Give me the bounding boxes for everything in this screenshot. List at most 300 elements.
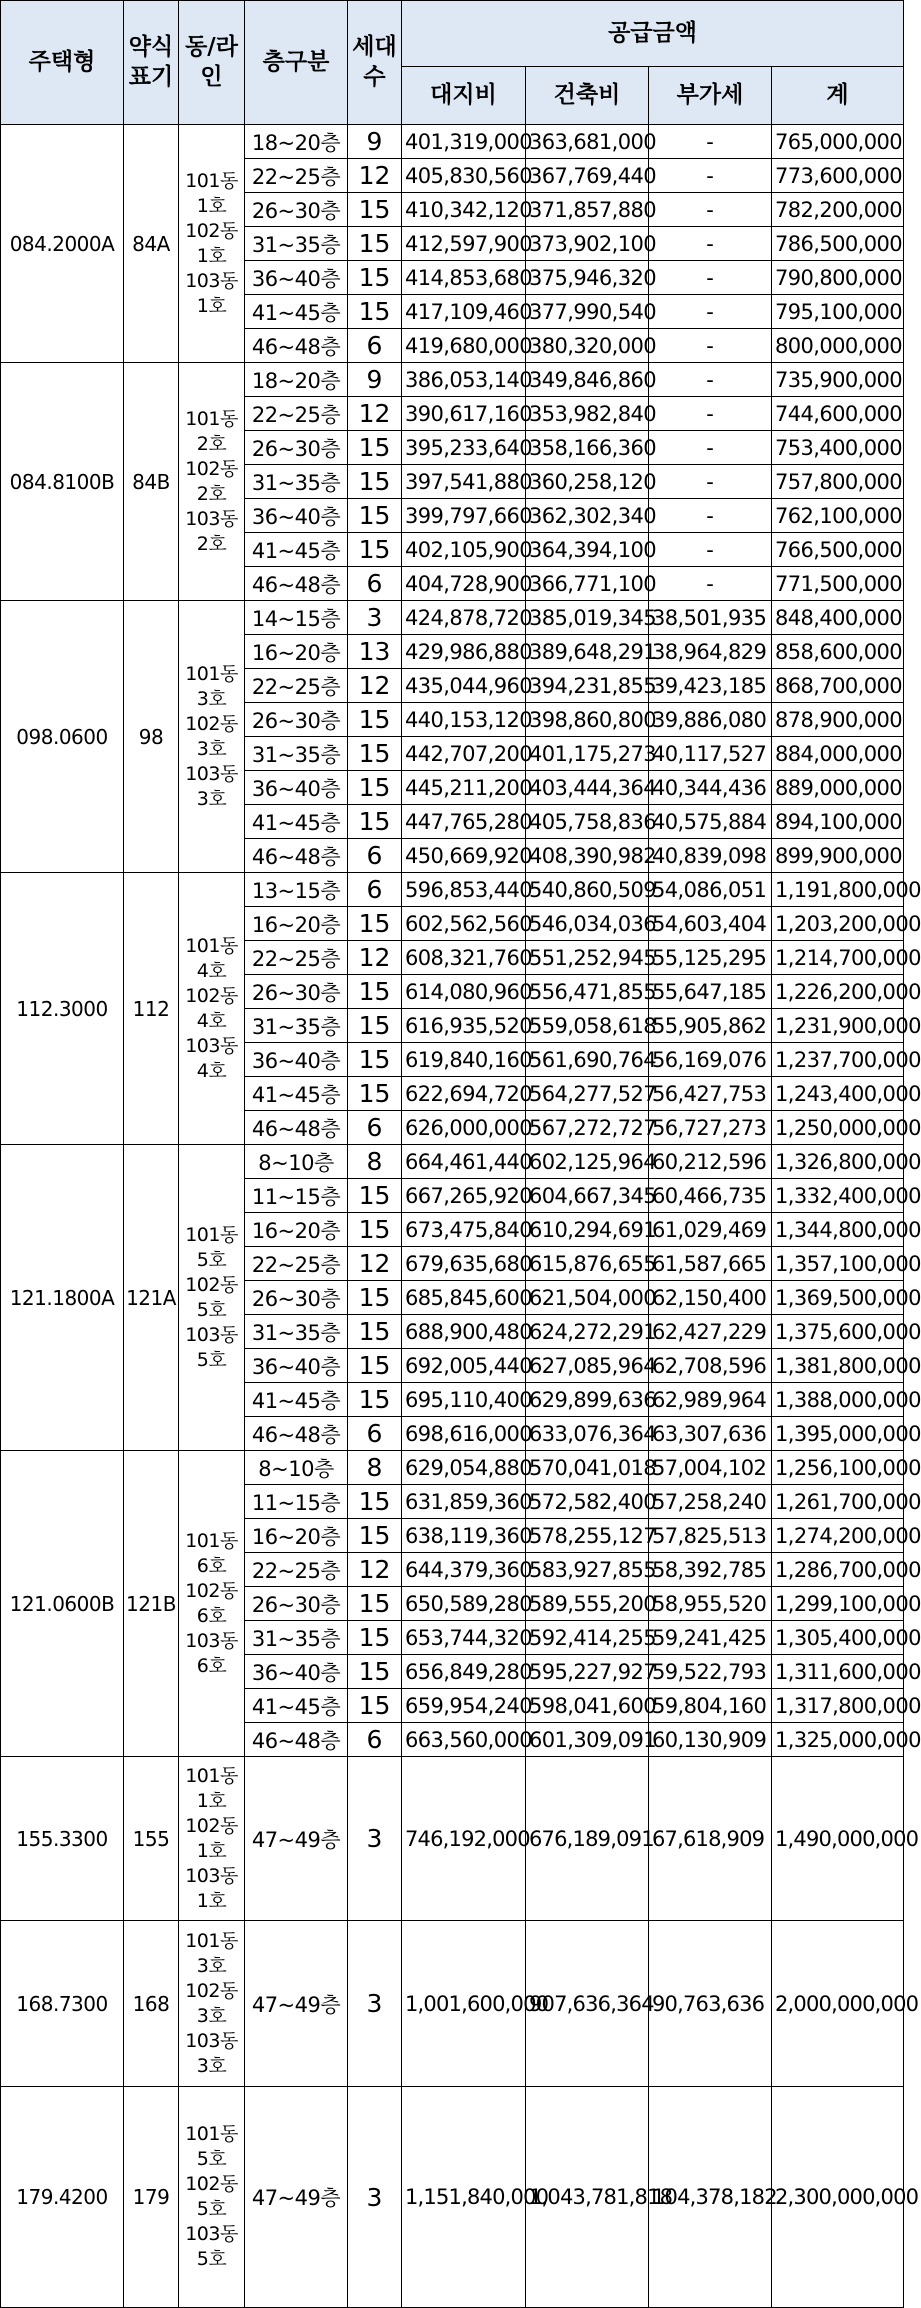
unit-count-cell: 15 (348, 1009, 402, 1043)
floor-range-cell: 41~45층 (245, 1689, 348, 1723)
total-price-cell: 795,100,000 (772, 295, 904, 329)
housing-type-cell: 112.3000 (1, 873, 124, 1145)
building-cost-cell: 353,982,840 (526, 397, 649, 431)
total-price-cell: 1,381,800,000 (772, 1349, 904, 1383)
unit-count-cell: 15 (348, 261, 402, 295)
building-cost-cell: 385,019,345 (526, 601, 649, 635)
total-price-cell: 1,317,800,000 (772, 1689, 904, 1723)
building-cost-cell: 592,414,255 (526, 1621, 649, 1655)
land-cost-cell: 395,233,640 (402, 431, 526, 465)
land-cost-cell: 419,680,000 (402, 329, 526, 363)
unit-count-cell: 15 (348, 771, 402, 805)
land-cost-cell: 688,900,480 (402, 1315, 526, 1349)
unit-line-cell (179, 1451, 245, 1757)
floor-range-cell: 36~40층 (245, 261, 348, 295)
land-cost-cell: 414,853,680 (402, 261, 526, 295)
unit-line-text: 101동 1호 102동 1호 103동 1호 (185, 1764, 238, 1912)
floor-range-cell: 41~45층 (245, 295, 348, 329)
unit-count-cell: 12 (348, 1247, 402, 1281)
total-price-cell: 889,000,000 (772, 771, 904, 805)
land-cost-cell: 673,475,840 (402, 1213, 526, 1247)
abbr-cell: 98 (124, 601, 179, 873)
land-cost-cell: 399,797,660 (402, 499, 526, 533)
land-cost-cell: 656,849,280 (402, 1655, 526, 1689)
floor-range-cell: 31~35층 (245, 227, 348, 261)
vat-cell: 57,825,513 (649, 1519, 772, 1553)
vat-cell: 40,575,884 (649, 805, 772, 839)
total-price-cell: 766,500,000 (772, 533, 904, 567)
unit-count-cell: 15 (348, 193, 402, 227)
vat-cell: 55,125,295 (649, 941, 772, 975)
unit-count-cell: 15 (348, 1315, 402, 1349)
housing-type-cell: 098.0600 (1, 601, 124, 873)
vat-cell: - (649, 431, 772, 465)
building-cost-cell: 583,927,855 (526, 1553, 649, 1587)
vat-cell: 39,423,185 (649, 669, 772, 703)
vat-cell: 60,466,735 (649, 1179, 772, 1213)
unit-line-cell (179, 601, 245, 873)
floor-range-cell: 46~48층 (245, 1723, 348, 1757)
vat-cell: 40,344,436 (649, 771, 772, 805)
building-cost-cell: 363,681,000 (526, 125, 649, 159)
unit-count-cell: 15 (348, 1179, 402, 1213)
building-cost-cell: 602,125,964 (526, 1145, 649, 1179)
building-cost-cell: 366,771,100 (526, 567, 649, 601)
floor-range-cell: 8~10층 (245, 1145, 348, 1179)
floor-range-cell: 47~49층 (245, 1921, 348, 2087)
total-price-cell: 773,600,000 (772, 159, 904, 193)
land-cost-cell: 644,379,360 (402, 1553, 526, 1587)
unit-count-cell: 6 (348, 1723, 402, 1757)
building-cost-cell: 1,043,781,818 (526, 2087, 649, 2308)
building-cost-cell: 624,272,291 (526, 1315, 649, 1349)
land-cost-cell: 608,321,760 (402, 941, 526, 975)
vat-cell: 59,804,160 (649, 1689, 772, 1723)
unit-count-cell: 15 (348, 805, 402, 839)
vat-cell: - (649, 125, 772, 159)
vat-cell: 63,307,636 (649, 1417, 772, 1451)
table-row (1, 1757, 904, 1921)
land-cost-cell: 402,105,900 (402, 533, 526, 567)
land-cost-cell: 445,211,200 (402, 771, 526, 805)
total-price-cell: 1,369,500,000 (772, 1281, 904, 1315)
unit-count-cell: 15 (348, 1043, 402, 1077)
table-row (1, 125, 904, 159)
building-cost-cell: 601,309,091 (526, 1723, 649, 1757)
col-header-build: 건축비 (526, 67, 649, 125)
unit-header-text: 동/라 인 (185, 33, 238, 90)
total-price-cell: 848,400,000 (772, 601, 904, 635)
floor-range-cell: 36~40층 (245, 1043, 348, 1077)
total-price-cell: 1,286,700,000 (772, 1553, 904, 1587)
land-cost-cell: 679,635,680 (402, 1247, 526, 1281)
vat-cell: - (649, 295, 772, 329)
building-cost-cell: 375,946,320 (526, 261, 649, 295)
unit-count-cell: 15 (348, 227, 402, 261)
total-price-cell: 1,261,700,000 (772, 1485, 904, 1519)
building-cost-cell: 380,320,000 (526, 329, 649, 363)
building-cost-cell: 377,990,540 (526, 295, 649, 329)
floor-range-cell: 16~20층 (245, 907, 348, 941)
floor-range-cell: 11~15층 (245, 1485, 348, 1519)
building-cost-cell: 589,555,200 (526, 1587, 649, 1621)
building-cost-cell: 604,667,345 (526, 1179, 649, 1213)
abbr-header-text: 약식 표기 (128, 33, 174, 90)
floor-range-cell: 26~30층 (245, 975, 348, 1009)
land-cost-cell: 435,044,960 (402, 669, 526, 703)
unit-count-cell: 3 (348, 601, 402, 635)
land-cost-cell: 410,342,120 (402, 193, 526, 227)
table-row (1, 1145, 904, 1179)
vat-cell: 58,392,785 (649, 1553, 772, 1587)
housing-type-cell: 084.8100B (1, 363, 124, 601)
building-cost-cell: 629,899,636 (526, 1383, 649, 1417)
building-cost-cell: 907,636,364 (526, 1921, 649, 2087)
unit-line-text: 101동 1호 102동 1호 103동 1호 (185, 169, 238, 317)
total-price-cell: 1,375,600,000 (772, 1315, 904, 1349)
vat-cell: 57,258,240 (649, 1485, 772, 1519)
col-header-total: 계 (772, 67, 904, 125)
land-cost-cell: 412,597,900 (402, 227, 526, 261)
floor-range-cell: 8~10층 (245, 1451, 348, 1485)
total-price-cell: 1,395,000,000 (772, 1417, 904, 1451)
building-cost-cell: 403,444,364 (526, 771, 649, 805)
total-price-cell: 1,203,200,000 (772, 907, 904, 941)
unit-count-cell: 6 (348, 329, 402, 363)
floor-range-cell: 31~35층 (245, 1315, 348, 1349)
vat-cell: 67,618,909 (649, 1757, 772, 1921)
col-header-count (348, 1, 402, 125)
floor-range-cell: 31~35층 (245, 465, 348, 499)
vat-cell: 60,212,596 (649, 1145, 772, 1179)
floor-range-cell: 22~25층 (245, 1553, 348, 1587)
vat-cell: 58,955,520 (649, 1587, 772, 1621)
unit-count-cell: 6 (348, 873, 402, 907)
building-cost-cell: 360,258,120 (526, 465, 649, 499)
vat-cell: 62,150,400 (649, 1281, 772, 1315)
total-price-cell: 1,231,900,000 (772, 1009, 904, 1043)
land-cost-cell: 664,461,440 (402, 1145, 526, 1179)
vat-cell: - (649, 227, 772, 261)
floor-range-cell: 13~15층 (245, 873, 348, 907)
building-cost-cell: 578,255,127 (526, 1519, 649, 1553)
building-cost-cell: 389,648,291 (526, 635, 649, 669)
unit-count-cell: 15 (348, 703, 402, 737)
vat-cell: 90,763,636 (649, 1921, 772, 2087)
unit-count-cell: 15 (348, 1383, 402, 1417)
total-price-cell: 1,243,400,000 (772, 1077, 904, 1111)
floor-range-cell: 16~20층 (245, 1213, 348, 1247)
building-cost-cell: 598,041,600 (526, 1689, 649, 1723)
unit-count-cell: 12 (348, 1553, 402, 1587)
total-price-cell: 1,357,100,000 (772, 1247, 904, 1281)
floor-range-cell: 16~20층 (245, 635, 348, 669)
col-header-abbr (124, 1, 179, 125)
unit-line-text: 101동 2호 102동 2호 103동 2호 (185, 407, 238, 555)
total-price-cell: 1,326,800,000 (772, 1145, 904, 1179)
total-price-cell: 753,400,000 (772, 431, 904, 465)
total-price-cell: 762,100,000 (772, 499, 904, 533)
floor-range-cell: 22~25층 (245, 941, 348, 975)
land-cost-cell: 614,080,960 (402, 975, 526, 1009)
table-row (1, 363, 904, 397)
vat-cell: - (649, 567, 772, 601)
land-cost-cell: 602,562,560 (402, 907, 526, 941)
floor-range-cell: 41~45층 (245, 1077, 348, 1111)
floor-range-cell: 26~30층 (245, 1587, 348, 1621)
building-cost-cell: 627,085,964 (526, 1349, 649, 1383)
unit-count-cell: 15 (348, 1655, 402, 1689)
unit-line-cell (179, 125, 245, 363)
unit-count-cell: 15 (348, 1077, 402, 1111)
vat-cell: 39,886,080 (649, 703, 772, 737)
building-cost-cell: 559,058,618 (526, 1009, 649, 1043)
total-price-cell: 2,300,000,000 (772, 2087, 904, 2308)
floor-range-cell: 22~25층 (245, 397, 348, 431)
col-header-supply: 공급금액 (402, 1, 904, 67)
floor-range-cell: 47~49층 (245, 1757, 348, 1921)
table-body (1, 125, 921, 2308)
unit-count-cell: 6 (348, 839, 402, 873)
vat-cell: 40,117,527 (649, 737, 772, 771)
unit-line-cell (179, 1921, 245, 2087)
land-cost-cell: 619,840,160 (402, 1043, 526, 1077)
total-price-cell: 1,274,200,000 (772, 1519, 904, 1553)
total-price-cell: 858,600,000 (772, 635, 904, 669)
total-price-cell: 1,332,400,000 (772, 1179, 904, 1213)
total-price-cell: 790,800,000 (772, 261, 904, 295)
building-cost-cell: 358,166,360 (526, 431, 649, 465)
floor-range-cell: 26~30층 (245, 703, 348, 737)
unit-line-text: 101동 3호 102동 3호 103동 3호 (185, 1929, 238, 2077)
vat-cell: - (649, 465, 772, 499)
total-price-cell: 1,250,000,000 (772, 1111, 904, 1145)
land-cost-cell: 397,541,880 (402, 465, 526, 499)
unit-count-cell: 15 (348, 465, 402, 499)
vat-cell: 59,241,425 (649, 1621, 772, 1655)
total-price-cell: 884,000,000 (772, 737, 904, 771)
vat-cell: 54,086,051 (649, 873, 772, 907)
total-price-cell: 2,000,000,000 (772, 1921, 904, 2087)
total-price-cell: 735,900,000 (772, 363, 904, 397)
floor-range-cell: 36~40층 (245, 1349, 348, 1383)
land-cost-cell: 631,859,360 (402, 1485, 526, 1519)
abbr-cell: 121B (124, 1451, 179, 1757)
vat-cell: 54,603,404 (649, 907, 772, 941)
vat-cell: 56,169,076 (649, 1043, 772, 1077)
building-cost-cell: 564,277,527 (526, 1077, 649, 1111)
unit-count-cell: 15 (348, 533, 402, 567)
unit-count-cell: 3 (348, 1757, 402, 1921)
floor-range-cell: 46~48층 (245, 567, 348, 601)
vat-cell: 56,427,753 (649, 1077, 772, 1111)
unit-line-cell (179, 1145, 245, 1451)
table-row (1, 2087, 904, 2308)
total-price-cell: 899,900,000 (772, 839, 904, 873)
unit-line-cell (179, 363, 245, 601)
col-header-type: 주택형 (1, 1, 124, 125)
vat-cell: - (649, 363, 772, 397)
building-cost-cell: 595,227,927 (526, 1655, 649, 1689)
unit-count-cell: 12 (348, 397, 402, 431)
unit-count-cell: 15 (348, 975, 402, 1009)
building-cost-cell: 572,582,400 (526, 1485, 649, 1519)
total-price-cell: 878,900,000 (772, 703, 904, 737)
building-cost-cell: 546,034,036 (526, 907, 649, 941)
unit-count-cell: 15 (348, 1485, 402, 1519)
land-cost-cell: 442,707,200 (402, 737, 526, 771)
floor-range-cell: 36~40층 (245, 1655, 348, 1689)
land-cost-cell: 616,935,520 (402, 1009, 526, 1043)
floor-range-cell: 18~20층 (245, 125, 348, 159)
vat-cell: 62,989,964 (649, 1383, 772, 1417)
total-price-cell: 1,325,000,000 (772, 1723, 904, 1757)
building-cost-cell: 367,769,440 (526, 159, 649, 193)
abbr-cell: 179 (124, 2087, 179, 2308)
vat-cell: - (649, 261, 772, 295)
floor-range-cell: 22~25층 (245, 1247, 348, 1281)
vat-cell: 38,964,829 (649, 635, 772, 669)
unit-count-cell: 6 (348, 1417, 402, 1451)
housing-type-cell: 121.0600B (1, 1451, 124, 1757)
land-cost-cell: 622,694,720 (402, 1077, 526, 1111)
unit-count-cell: 13 (348, 635, 402, 669)
building-cost-cell: 610,294,691 (526, 1213, 649, 1247)
unit-line-cell (179, 1757, 245, 1921)
unit-count-cell: 12 (348, 159, 402, 193)
floor-range-cell: 41~45층 (245, 1383, 348, 1417)
total-price-cell: 1,191,800,000 (772, 873, 904, 907)
unit-count-cell: 15 (348, 431, 402, 465)
table-row (1, 601, 904, 635)
land-cost-cell: 653,744,320 (402, 1621, 526, 1655)
col-header-land: 대지비 (402, 67, 526, 125)
floor-range-cell: 41~45층 (245, 805, 348, 839)
unit-count-cell: 6 (348, 1111, 402, 1145)
land-cost-cell: 417,109,460 (402, 295, 526, 329)
floor-range-cell: 31~35층 (245, 1009, 348, 1043)
total-price-cell: 1,344,800,000 (772, 1213, 904, 1247)
vat-cell: 61,587,665 (649, 1247, 772, 1281)
abbr-cell: 84A (124, 125, 179, 363)
vat-cell: 56,727,273 (649, 1111, 772, 1145)
building-cost-cell: 615,876,655 (526, 1247, 649, 1281)
unit-line-text: 101동 4호 102동 4호 103동 4호 (185, 934, 238, 1082)
unit-line-text: 101동 5호 102동 5호 103동 5호 (185, 2123, 238, 2270)
land-cost-cell: 746,192,000 (402, 1757, 526, 1921)
unit-count-cell: 6 (348, 567, 402, 601)
vat-cell: - (649, 193, 772, 227)
total-price-cell: 782,200,000 (772, 193, 904, 227)
total-price-cell: 771,500,000 (772, 567, 904, 601)
land-cost-cell: 629,054,880 (402, 1451, 526, 1485)
floor-range-cell: 31~35층 (245, 737, 348, 771)
floor-range-cell: 46~48층 (245, 329, 348, 363)
land-cost-cell: 692,005,440 (402, 1349, 526, 1383)
building-cost-cell: 540,860,509 (526, 873, 649, 907)
floor-range-cell: 22~25층 (245, 159, 348, 193)
unit-count-cell: 15 (348, 1213, 402, 1247)
land-cost-cell: 447,765,280 (402, 805, 526, 839)
floor-range-cell: 36~40층 (245, 499, 348, 533)
total-price-cell: 1,237,700,000 (772, 1043, 904, 1077)
total-price-cell: 765,000,000 (772, 125, 904, 159)
land-cost-cell: 429,986,880 (402, 635, 526, 669)
vat-cell: 60,130,909 (649, 1723, 772, 1757)
count-header-text: 세대 수 (352, 33, 397, 90)
floor-range-cell: 11~15층 (245, 1179, 348, 1213)
land-cost-cell: 659,954,240 (402, 1689, 526, 1723)
unit-line-text: 101동 6호 102동 6호 103동 6호 (185, 1529, 238, 1677)
building-cost-cell: 633,076,364 (526, 1417, 649, 1451)
unit-count-cell: 15 (348, 1689, 402, 1723)
vat-cell: 59,522,793 (649, 1655, 772, 1689)
unit-count-cell: 15 (348, 1621, 402, 1655)
vat-cell: 55,905,862 (649, 1009, 772, 1043)
unit-count-cell: 15 (348, 295, 402, 329)
total-price-cell: 1,305,400,000 (772, 1621, 904, 1655)
vat-cell: - (649, 397, 772, 431)
total-price-cell: 1,388,000,000 (772, 1383, 904, 1417)
vat-cell: 61,029,469 (649, 1213, 772, 1247)
unit-line-cell (179, 873, 245, 1145)
unit-line-cell (179, 2087, 245, 2308)
col-header-unit (179, 1, 245, 125)
unit-count-cell: 15 (348, 1587, 402, 1621)
unit-count-cell: 9 (348, 363, 402, 397)
unit-count-cell: 15 (348, 1349, 402, 1383)
floor-range-cell: 46~48층 (245, 1417, 348, 1451)
land-cost-cell: 1,151,840,000 (402, 2087, 526, 2308)
building-cost-cell: 364,394,100 (526, 533, 649, 567)
land-cost-cell: 663,560,000 (402, 1723, 526, 1757)
building-cost-cell: 405,758,836 (526, 805, 649, 839)
total-price-cell: 894,100,000 (772, 805, 904, 839)
unit-count-cell: 15 (348, 737, 402, 771)
land-cost-cell: 440,153,120 (402, 703, 526, 737)
housing-type-cell: 121.1800A (1, 1145, 124, 1451)
building-cost-cell: 401,175,273 (526, 737, 649, 771)
floor-range-cell: 46~48층 (245, 1111, 348, 1145)
total-price-cell: 800,000,000 (772, 329, 904, 363)
building-cost-cell: 371,857,880 (526, 193, 649, 227)
housing-type-cell: 179.4200 (1, 2087, 124, 2308)
total-price-cell: 757,800,000 (772, 465, 904, 499)
land-cost-cell: 424,878,720 (402, 601, 526, 635)
total-price-cell: 1,299,100,000 (772, 1587, 904, 1621)
abbr-cell: 155 (124, 1757, 179, 1921)
land-cost-cell: 596,853,440 (402, 873, 526, 907)
building-cost-cell: 398,860,800 (526, 703, 649, 737)
col-header-vat: 부가세 (649, 67, 772, 125)
land-cost-cell: 638,119,360 (402, 1519, 526, 1553)
land-cost-cell: 404,728,900 (402, 567, 526, 601)
vat-cell: 62,427,229 (649, 1315, 772, 1349)
vat-cell: - (649, 159, 772, 193)
unit-count-cell: 12 (348, 941, 402, 975)
unit-count-cell: 9 (348, 125, 402, 159)
building-cost-cell: 556,471,855 (526, 975, 649, 1009)
total-price-cell: 1,226,200,000 (772, 975, 904, 1009)
floor-range-cell: 46~48층 (245, 839, 348, 873)
building-cost-cell: 373,902,100 (526, 227, 649, 261)
land-cost-cell: 695,110,400 (402, 1383, 526, 1417)
land-cost-cell: 390,617,160 (402, 397, 526, 431)
floor-range-cell: 16~20층 (245, 1519, 348, 1553)
floor-range-cell: 26~30층 (245, 431, 348, 465)
abbr-cell: 84B (124, 363, 179, 601)
floor-range-cell: 26~30층 (245, 1281, 348, 1315)
